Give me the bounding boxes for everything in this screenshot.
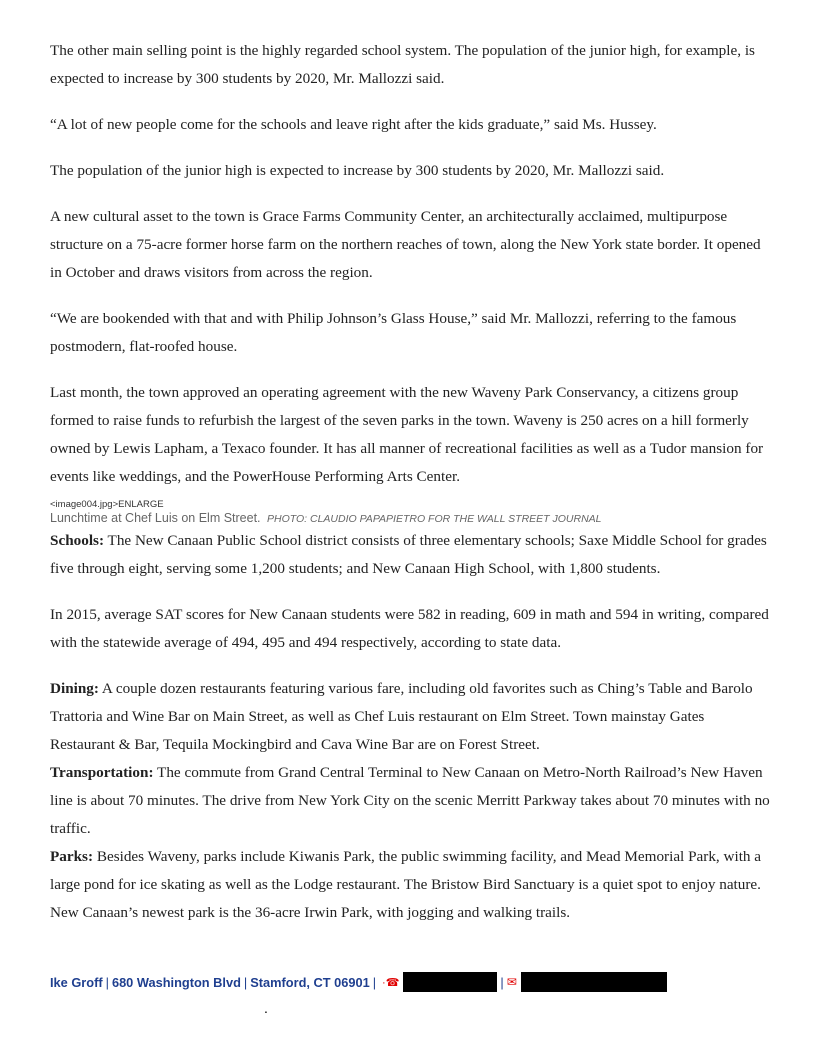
paragraph-sat-scores: In 2015, average SAT scores for New Canaan students were 582 in reading, 609 in math and 594 in writing, compared with the statewide average of 494, 495 and 494 respectively, according to state data. — [50, 606, 769, 651]
signature-separator: | — [105, 974, 109, 990]
signature-city: Stamford, CT 06901 — [250, 974, 370, 990]
phone-icon: ·☎ — [382, 976, 400, 989]
caption-credit: PHOTO: CLAUDIO PAPAPIETRO FOR THE WALL STREET JOURNAL — [267, 513, 602, 525]
paragraph-transportation — [50, 759, 770, 843]
schools-text: The New Canaan Public School district consists of three elementary schools; Saxe Middle School for grades five through eight, serving some 1,200 students; and New Canaan High School, with 1,800 students. — [50, 532, 767, 577]
paragraph-grace-farms: A new cultural asset to the town is Grace Farms Community Center, an architecturally acclaimed, multipurpose structure on a 75-acre former horse farm on the northern reaches of town, along the New York state border. It opened in October and draws visitors from across the region. — [50, 208, 761, 281]
photo-caption — [50, 510, 770, 527]
paragraph-dining — [50, 675, 770, 759]
mail-icon: ✉ — [506, 975, 517, 989]
paragraph-hussey-quote: “A lot of new people come for the schools and leave right after the kids graduate,” said Ms. Hussey. — [50, 116, 657, 133]
stray-dot: . — [264, 1000, 268, 1016]
parks-text: Besides Waveny, parks include Kiwanis Park, the public swimming facility, and Mead Memorial Park, with a large pond for ice skating as well as the Lodge restaurant. The Bristow Bird Sanctuary is a quiet spot to enjoy nature. New Canaan’s newest park is the 36-acre Irwin Park, with jogging and walking trails. — [50, 848, 762, 921]
caption-text: Lunchtime at Chef Luis on Elm Street. — [50, 511, 261, 525]
transportation-label: Transportation: — [50, 764, 154, 781]
dining-text: A couple dozen restaurants featuring various fare, including old favorites such as Ching’s Table and Barolo Trattoria and Wine Bar on Main Street, as well as Chef Luis restaurant on Elm Street. Town mainstay Gates Restaurant & Bar, Tequila Mockingbird and Cava Wine Bar are on Forest Street. — [50, 680, 753, 753]
signature-separator: | — [243, 974, 248, 990]
transportation-text: The commute from Grand Central Terminal to New Canaan on Metro-North Railroad’s New Haven line is about 70 minutes. The drive from New York City on the scenic Merritt Parkway takes about 70 minutes with no traffic. — [50, 764, 770, 837]
signature-name: Ike Groff — [50, 974, 103, 990]
paragraph-schools — [50, 527, 770, 583]
schools-label: Schools: — [50, 532, 105, 549]
image-placeholder-enlarge-link[interactable]: <image004.jpg>ENLARGE — [50, 499, 164, 510]
paragraph-waveny-park: Last month, the town approved an operating agreement with the new Waveny Park Conservancy, a citizens group formed to raise funds to refurbish the largest of the seven parks in the town. Waveny is 250 acres on a hill formerly owned by Lewis Lapham, a Texaco founder. It has all manner of recreational facilities as well as a Tudor mansion for events like weddings, and the PowerHouse Performing Arts Center. — [50, 384, 764, 485]
email-signature — [50, 972, 667, 992]
paragraph-parks — [50, 843, 770, 927]
paragraph-selling-point: The other main selling point is the highly regarded school system. The population of the junior high, for example, is expected to increase by 300 students by 2020, Mr. Mallozzi said. — [50, 42, 755, 87]
dining-label: Dining: — [50, 680, 99, 697]
redacted-phone-number — [403, 972, 497, 992]
paragraph-mallozzi-quote: “We are bookended with that and with Philip Johnson’s Glass House,” said Mr. Mallozzi, referring to the famous postmodern, flat-roofed house. — [50, 310, 737, 355]
parks-label: Parks: — [50, 848, 94, 865]
paragraph-junior-high: The population of the junior high is expected to increase by 300 students by 2020, Mr. Mallozzi said. — [50, 162, 665, 179]
article-body — [50, 37, 770, 927]
signature-address: 680 Washington Blvd — [111, 974, 241, 990]
redacted-email-address[interactable] — [521, 972, 667, 992]
signature-separator: | — [372, 974, 377, 990]
signature-separator: | — [500, 974, 504, 990]
